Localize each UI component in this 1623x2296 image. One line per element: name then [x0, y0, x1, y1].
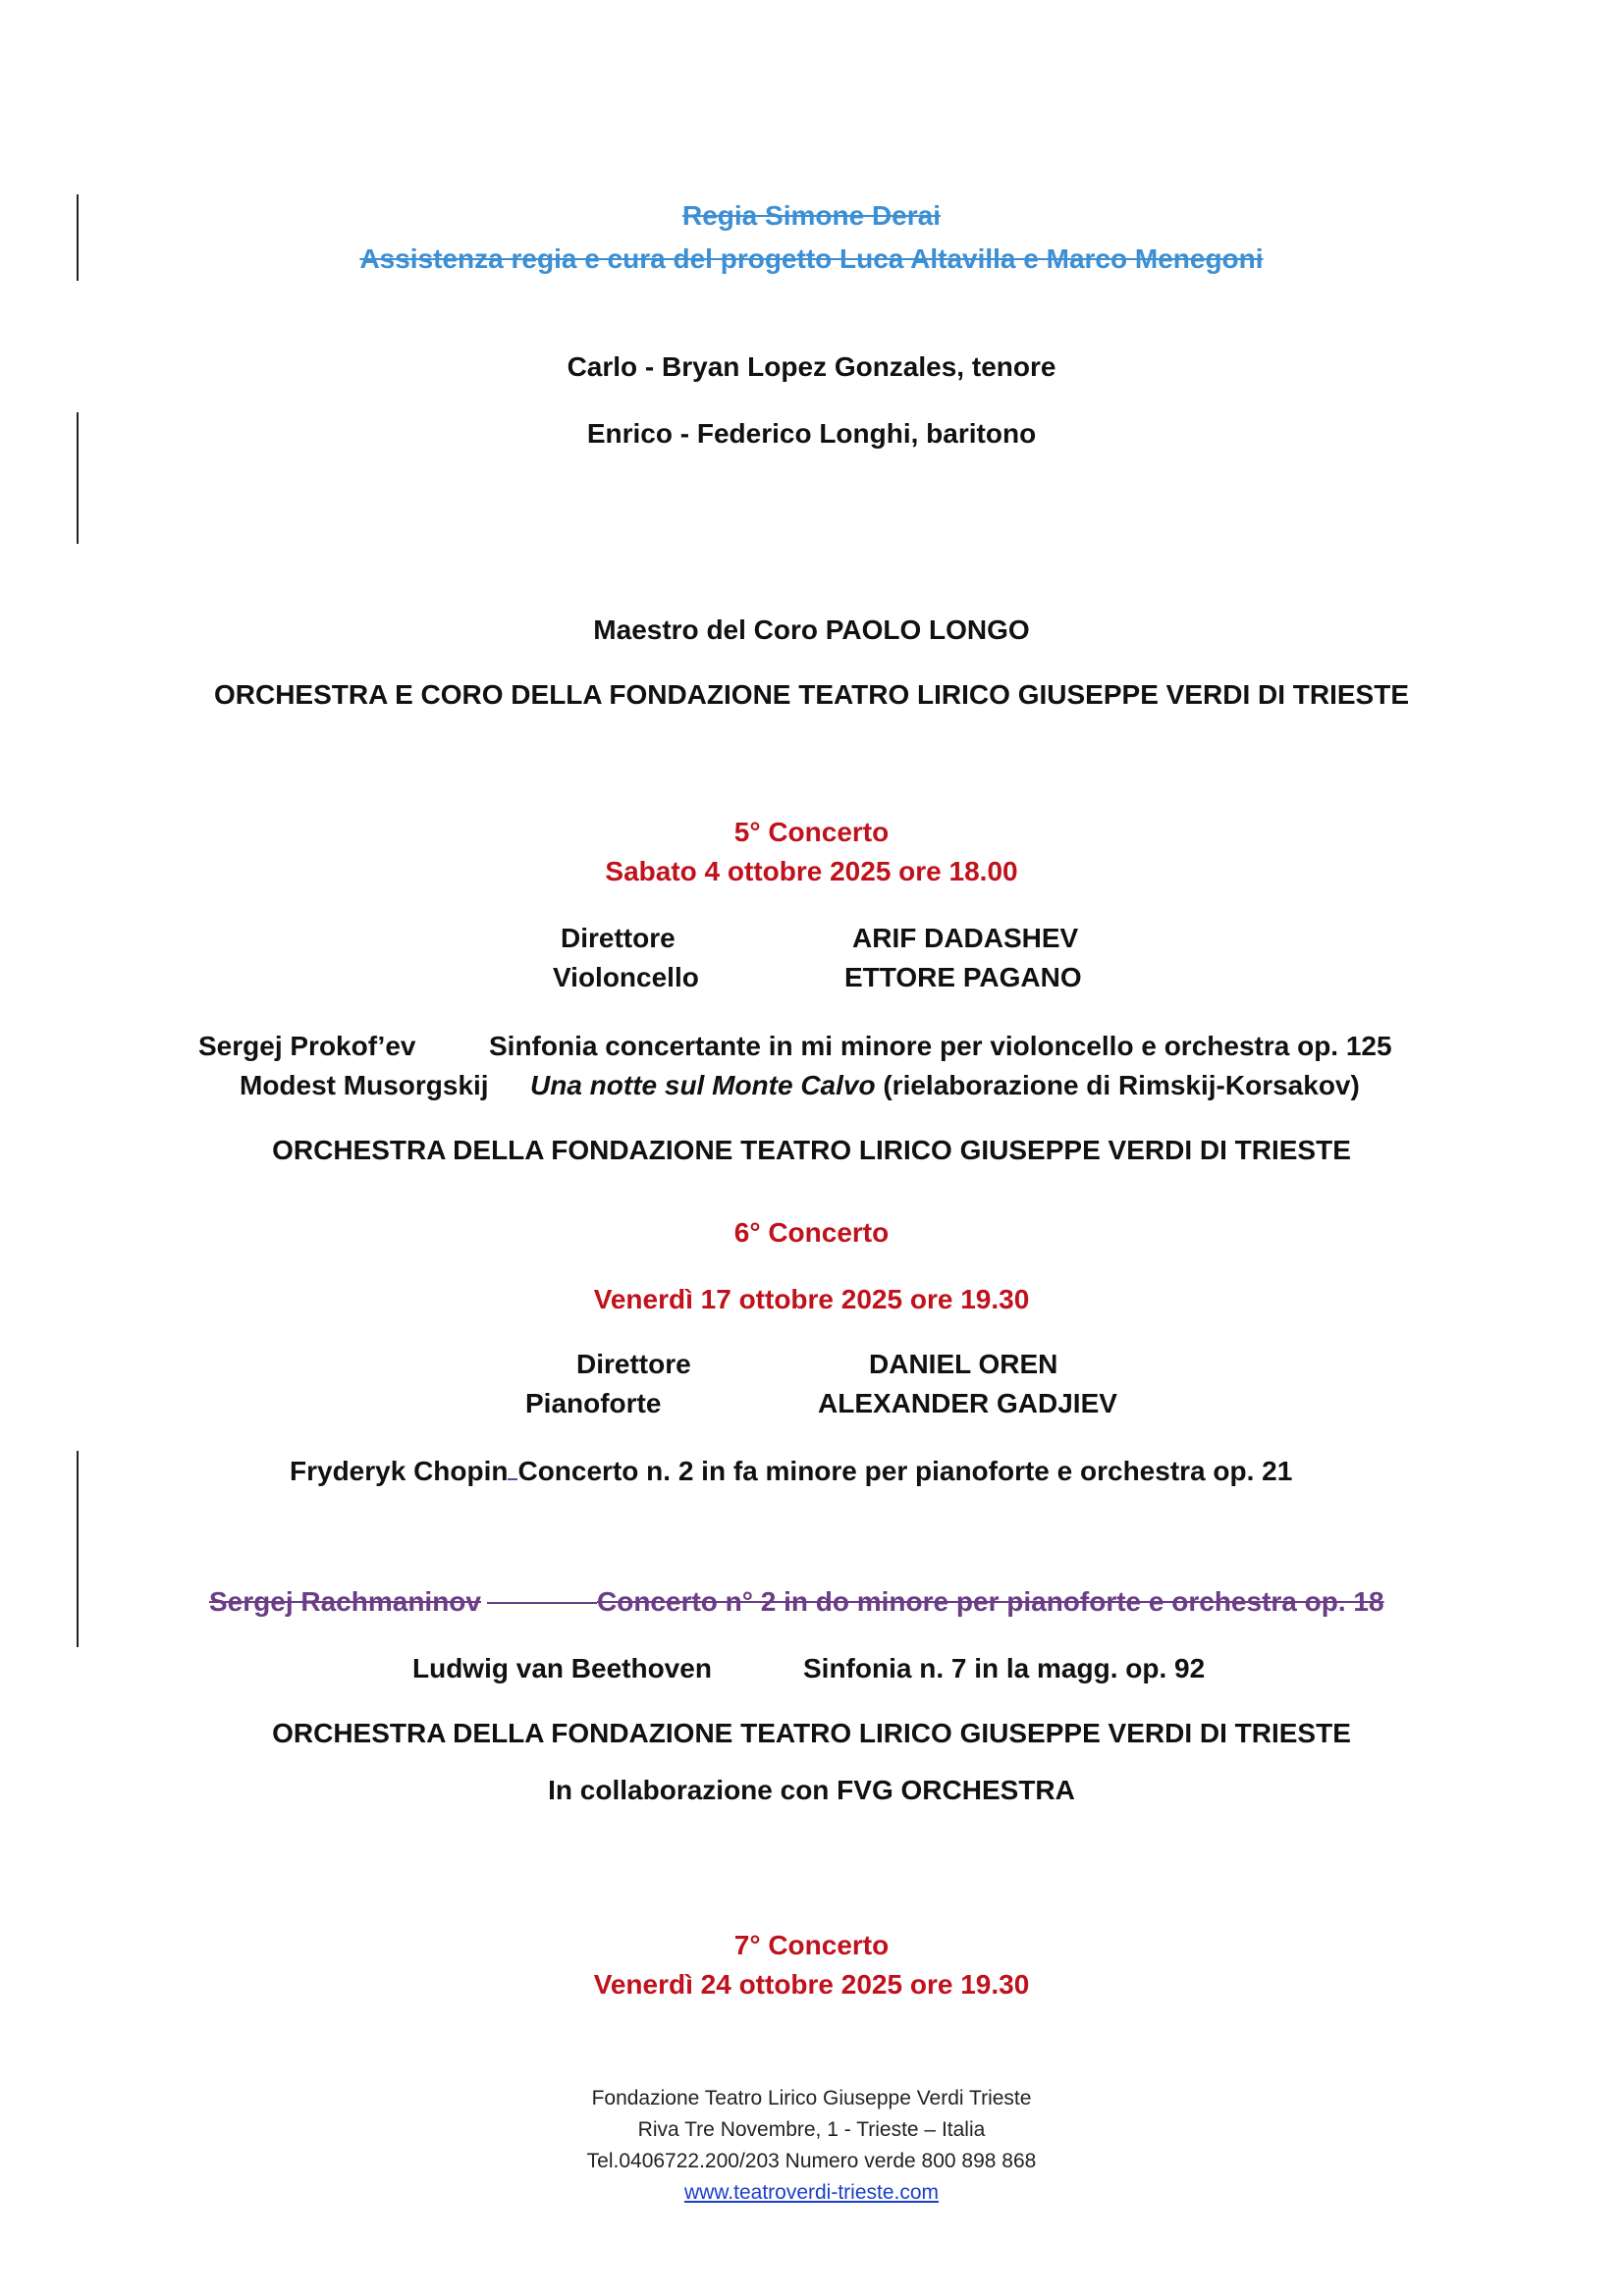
inserted-space-mark [508, 1453, 517, 1480]
assistenza-regia-line: Assistenza regia e cura del progetto Luca Altavilla e Marco Menegoni [359, 243, 1264, 274]
concert5-orchestra: ORCHESTRA DELLA FONDAZIONE TEATRO LIRICO GIUSEPPE VERDI DI TRIESTE [272, 1135, 1351, 1165]
regia-line: Regia Simone Derai [682, 200, 941, 231]
concert5-date: Sabato 4 ottobre 2025 ore 18.00 [605, 856, 1018, 886]
concert5-title: 5° Concerto [733, 817, 890, 847]
concert6-work1-title: Concerto n. 2 in fa minore per pianoforte e orchestra op. 21 [517, 1456, 1293, 1486]
footer-website-link[interactable]: www.teatroverdi-trieste.com [683, 2181, 940, 2204]
footer [0, 2083, 1623, 2209]
footer-line2: Riva Tre Novembre, 1 - Trieste – Italia [637, 2118, 986, 2141]
change-bar [77, 1451, 79, 1647]
concert6-role-direttore: Direttore [576, 1349, 691, 1379]
concert6-date: Venerdì 17 ottobre 2025 ore 19.30 [593, 1284, 1030, 1314]
concert6-work1 [290, 1453, 1292, 1489]
concert5-work1-composer: Sergej Prokof’ev [198, 1031, 416, 1061]
maestro-coro: Maestro del Coro PAOLO LONGO [593, 614, 1030, 645]
concert6-collab: In collaborazione con FVG ORCHESTRA [548, 1775, 1075, 1805]
footer-line3: Tel.0406722.200/203 Numero verde 800 898 868 [586, 2150, 1037, 2172]
concert5-name-violoncello: ETTORE PAGANO [844, 962, 1082, 992]
concert6-deleted-composer: Sergej Rachmaninov [209, 1586, 481, 1617]
concert6-work2-composer: Ludwig van Beethoven [412, 1653, 712, 1683]
concert5-name-direttore: ARIF DADASHEV [852, 923, 1079, 953]
concert6-work1-composer: Fryderyk Chopin [290, 1456, 509, 1486]
concert5-role-direttore: Direttore [561, 923, 676, 953]
concert5-work2-composer: Modest Musorgskij [240, 1070, 489, 1100]
concert6-role-pianoforte: Pianoforte [525, 1388, 662, 1418]
concert6-title: 6° Concerto [733, 1217, 890, 1248]
concert5-role-violoncello: Violoncello [553, 962, 699, 992]
concert6-orchestra: ORCHESTRA DELLA FONDAZIONE TEATRO LIRICO GIUSEPPE VERDI DI TRIESTE [272, 1718, 1351, 1748]
concert6-name-pianoforte: ALEXANDER GADJIEV [818, 1388, 1117, 1418]
deleted-tab-strike [487, 1584, 597, 1620]
concert5-work2-line [530, 1068, 1360, 1103]
cast-carlo: Carlo - Bryan Lopez Gonzales, tenore [567, 351, 1056, 382]
cast-enrico: Enrico - Federico Longhi, baritono [586, 418, 1037, 449]
concert5-work2-note: (rielaborazione di Rimskij-Korsakov) [883, 1070, 1360, 1100]
concert6-name-direttore: DANIEL OREN [869, 1349, 1058, 1379]
concert5-work2-title: Una notte sul Monte Calvo [530, 1070, 876, 1100]
concert6-deleted-title: Concerto n° 2 in do minore per pianoforte e orchestra op. 18 [597, 1586, 1384, 1617]
concert7-title: 7° Concerto [733, 1930, 890, 1960]
concert5-work1-title: Sinfonia concertante in mi minore per violoncello e orchestra op. 125 [489, 1031, 1392, 1061]
orchestra-coro: ORCHESTRA E CORO DELLA FONDAZIONE TEATRO LIRICO GIUSEPPE VERDI DI TRIESTE [213, 679, 1410, 710]
footer-line1: Fondazione Teatro Lirico Giuseppe Verdi Trieste [591, 2087, 1032, 2109]
concert6-work2-title: Sinfonia n. 7 in la magg. op. 92 [803, 1653, 1206, 1683]
concert7-date: Venerdì 24 ottobre 2025 ore 19.30 [593, 1969, 1030, 2000]
